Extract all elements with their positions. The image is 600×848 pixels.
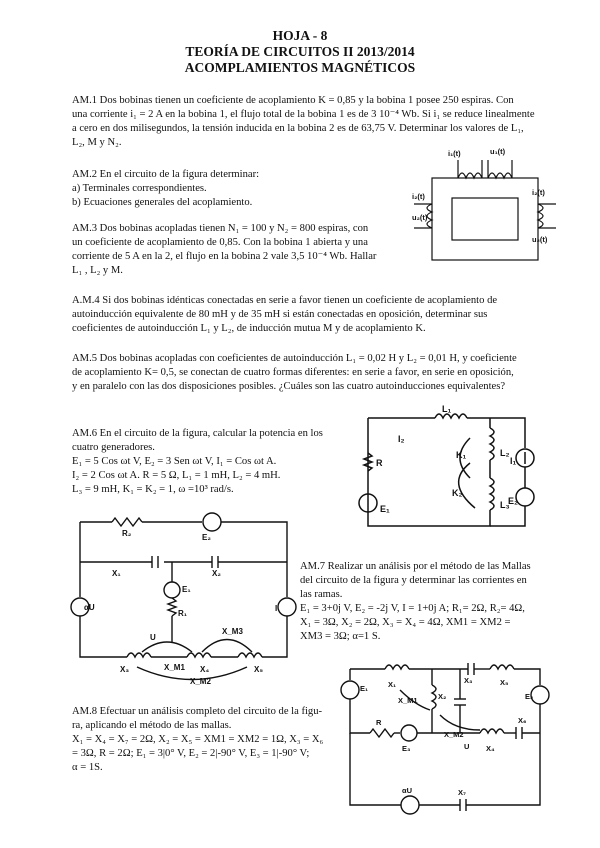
course-title: TEORÍA DE CIRCUITOS II 2013/2014 (185, 44, 415, 59)
inductor-X5 (490, 665, 514, 669)
label-K2: K₂ (452, 488, 463, 498)
label-I2: I₂ (398, 434, 405, 444)
label-XM2: X_M2 (190, 677, 211, 686)
label-X7: X₇ (458, 788, 467, 797)
sheet-number: HOJA - 8 (272, 28, 328, 43)
label-X4: X₄ (486, 744, 495, 753)
core-outer (432, 178, 538, 260)
label-E2: E₂ (202, 533, 211, 542)
voltage-source-E3 (401, 725, 417, 741)
label-i2-left: i₂(t) (412, 192, 425, 201)
label-R2: R₂ (122, 529, 132, 538)
problem-am6: AM.6 En el circuito de la figura, calcular la potencia en los cuatro generadores. E₁ = 5 Cos ωt V, E₂ = 3 Sen ωt V, I₁ = Cos ωt A. I₂ = 2 Cos ωt A. R = 5 Ω, L₁ = 1 mH, L₂ = 4 mH. L₃ = 9 mH, K₁ = K₂ = 1, ω =10³ rad/s. (72, 428, 323, 495)
label-E2: E₂ (508, 496, 519, 506)
label-L3: L₃ (500, 500, 510, 510)
label-XM3: X_M3 (222, 627, 243, 636)
label-U: U (150, 633, 156, 642)
voltage-source-E2 (531, 686, 549, 704)
inductor-L3 (490, 478, 494, 510)
label-X6: X₆ (518, 716, 527, 725)
label-E1: E₁ (182, 585, 191, 594)
coupling-arrow-K2 (459, 463, 475, 508)
label-K1: K₁ (456, 450, 467, 460)
core-window (452, 198, 518, 240)
problem-am5: AM.5 Dos bobinas acopladas con coeficientes de autoinducción L₁ = 0,02 H y L₂ = 0,01 H, y coeficiente de acoplamiento K= 0,5, se conectan de cuatro formas diferentes: en serie a favor, en serie en oposición, y en paralelo con las dos disposiciones posibles. ¿Cuáles son las cuatro autoinducciones equivalentes? (72, 353, 517, 392)
problem-am1: AM.1 Dos bobinas tienen un coeficiente de acoplamiento K = 0,85 y la bobina 1 posee 250 espiras. Con una corriente i₁ = 2 A en la bobina 1, el flujo total de la bobina 1 es de 3 10⁻⁴ Wb. Si i₁ se reduce linealmente a cero en dos milisegundos, la tensión inducida en la bobina 2 es de 63,75 V. Determinar los valores de L₁, L₂, M y N₂. (72, 95, 535, 148)
inductor-L2 (490, 428, 494, 460)
problem-am7: AM.7 Realizar un análisis por el método de las Mallas del circuito de la figura y determinar las corrientes en las ramas. E₁ = 3+0j V, E₂ = -2j V, I = 1+0j A; R₁= 2Ω, R₂= 4Ω, X₁ = 3Ω, X₂ = 2Ω, X₃ = X₄ = 4Ω, XM1 = XM2 = XM3 = 3Ω; α=1 S. (300, 561, 531, 642)
inductor-X1 (385, 665, 409, 669)
label-I: I (275, 604, 278, 613)
label-X4: X₄ (200, 665, 210, 674)
label-L2: L₂ (500, 448, 510, 458)
resistor-R2 (112, 518, 142, 526)
problem-am3: AM.3 Dos bobinas acopladas tienen N₁ = 100 y N₂ = 800 espiras, con un coeficiente de acoplamiento de 0,85. Con la bobina 1 abierta y una corriente de 5 A en la 2, el flujo en la bobina 2 vale 3,5 10⁻⁴ Wb. Hallar L₁ , L₂ y M. (72, 223, 377, 276)
topic-title: ACOMPLAMIENTOS MAGNÉTICOS (184, 60, 416, 75)
resistor-R (370, 729, 394, 737)
label-i1: i₁(t) (448, 149, 461, 158)
label-XM1: X_M1 (398, 696, 418, 705)
inductor-X4 (187, 653, 211, 657)
label-U: U (464, 742, 470, 751)
label-X2: X₂ (212, 569, 221, 578)
coil-top-left (458, 173, 482, 178)
coil-top-right (488, 173, 512, 178)
figure-am6-circuit (360, 404, 545, 538)
label-E2: E₂ (525, 692, 534, 701)
problem-am8: AM.8 Efectuar un análisis completo del circuito de la figu- ra, aplicando el método de las mallas. X₁ = X₄ = X₇ = 2Ω, X₂ = X₅ = XM1 = XM2 = 1Ω, X₃ = X₆ = 3Ω, R = 2Ω; E₁ = 3|0° V, E₂ = 2|-90° V, E₃ = 1|-90° V; α = 1S. (72, 706, 324, 773)
label-R: R (376, 718, 382, 727)
inductor-L1 (435, 414, 467, 418)
label-E1: E₁ (360, 684, 369, 693)
label-R: R (376, 458, 383, 468)
coil-left (427, 204, 432, 228)
problem-am4: A.M.4 Si dos bobinas idénticas conectadas en serie a favor tienen un coeficiente de acoplamiento de autoinducción equivalente de 80 mH y de 35 mH si están conectadas en oposición, determinar sus coeficientes de autoinducción L₁ y L₂, de inducción mutua M y de acoplamiento K. (72, 295, 498, 334)
label-XM2: X_M2 (444, 730, 464, 739)
label-I1: I₁ (510, 456, 517, 466)
voltage-source-E1 (164, 582, 180, 598)
label-u2-right: u₂(t) (532, 235, 548, 244)
label-E1: E₁ (380, 504, 390, 514)
label-aU: αU (402, 786, 413, 795)
current-source-I (278, 598, 296, 616)
label-i2-right: i₂(t) (532, 188, 545, 197)
label-L1: L₁ (442, 404, 452, 414)
inductor-X3 (127, 653, 151, 657)
voltage-source-E2 (516, 488, 534, 506)
coupling-XM1 (142, 642, 192, 652)
label-XM1: X_M1 (164, 663, 185, 672)
problem-am2: AM.2 En el circuito de la figura determinar: a) Terminales correspondientes. b) Ecuaciones generales del acoplamiento. (72, 169, 260, 208)
voltage-source-E1 (341, 681, 359, 699)
label-X5: X₅ (254, 665, 264, 674)
inductor-X4 (480, 729, 504, 733)
dependent-source-aU (401, 796, 419, 814)
figure-am7-circuit (72, 512, 297, 687)
voltage-source-E2 (203, 513, 221, 531)
label-u2-left: u₂(t) (412, 213, 428, 222)
label-X2: X₂ (438, 692, 447, 701)
label-X1: X₁ (112, 569, 121, 578)
inductor-X2 (432, 685, 436, 709)
coupling-XM3 (202, 640, 252, 653)
resistor-R1 (168, 598, 176, 616)
label-u1: u₁(t) (490, 147, 506, 156)
label-E3: E₃ (402, 744, 411, 753)
label-aU: αU (84, 603, 95, 612)
label-R1: R₁ (178, 609, 188, 618)
label-X3: X₃ (120, 665, 130, 674)
label-X3: X₃ (464, 676, 473, 685)
inductor-X5 (238, 653, 262, 657)
label-X5: X₅ (500, 678, 509, 687)
coil-right (538, 204, 543, 228)
figure-am8-circuit (340, 655, 555, 835)
figure-am2-transformer (410, 140, 560, 265)
label-X1: X₁ (388, 680, 397, 689)
